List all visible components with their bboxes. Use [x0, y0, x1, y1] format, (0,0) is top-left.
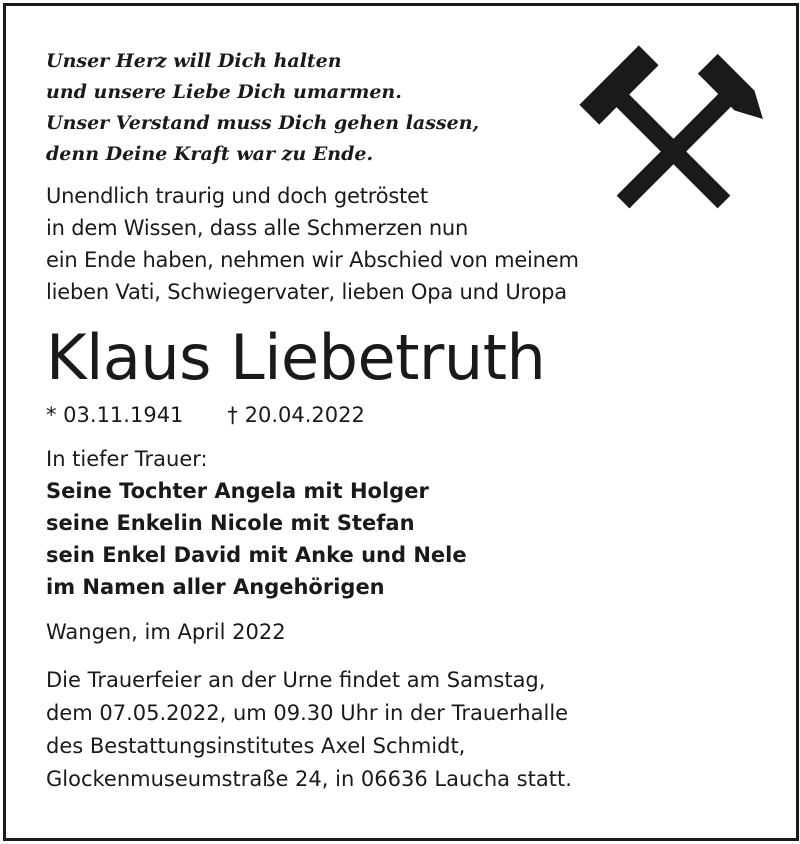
funeral-service-info — [46, 664, 766, 796]
mourners-list — [46, 475, 766, 603]
poem-line: Unser Herz will Dich halten — [46, 50, 342, 72]
death-date: † 20.04.2022 — [227, 403, 365, 427]
obituary-content — [46, 46, 766, 796]
life-dates — [46, 400, 766, 430]
birth-date: * 03.11.1941 — [46, 403, 184, 427]
mourners-intro: In tiefer Trauer: — [46, 447, 208, 471]
service-line: dem 07.05.2022, um 09.30 Uhr in der Trauerhalle — [46, 701, 569, 725]
poem-line: und unsere Liebe Dich umarmen. — [46, 81, 402, 103]
mourner-line: Seine Tochter Angela mit Holger — [46, 479, 429, 503]
farewell-line: ein Ende haben, nehmen wir Abschied von meinem — [46, 248, 579, 272]
deceased-name: Klaus Liebetruth — [46, 321, 546, 394]
farewell-text — [46, 180, 766, 308]
service-line: des Bestattungsinstitutes Axel Schmidt, — [46, 734, 466, 758]
mourner-line: sein Enkel David mit Anke und Nele — [46, 543, 467, 567]
mourner-line: im Namen aller Angehörigen — [46, 575, 385, 599]
service-line: Glockenmuseumstraße 24, in 06636 Laucha statt. — [46, 767, 572, 791]
mourner-line: seine Enkelin Nicole mit Stefan — [46, 511, 415, 535]
memorial-poem — [46, 46, 766, 170]
farewell-line: Unendlich traurig und doch getröstet — [46, 184, 428, 208]
place-and-date: Wangen, im April 2022 — [46, 620, 286, 644]
farewell-line: lieben Vati, Schwiegervater, lieben Opa und Uropa — [46, 280, 567, 304]
obituary-frame — [3, 3, 799, 841]
poem-line: denn Deine Kraft war zu Ende. — [46, 143, 374, 165]
service-line: Die Trauerfeier an der Urne findet am Samstag, — [46, 668, 546, 692]
farewell-line: in dem Wissen, dass alle Schmerzen nun — [46, 216, 469, 240]
poem-line: Unser Verstand muss Dich gehen lassen, — [46, 112, 480, 134]
